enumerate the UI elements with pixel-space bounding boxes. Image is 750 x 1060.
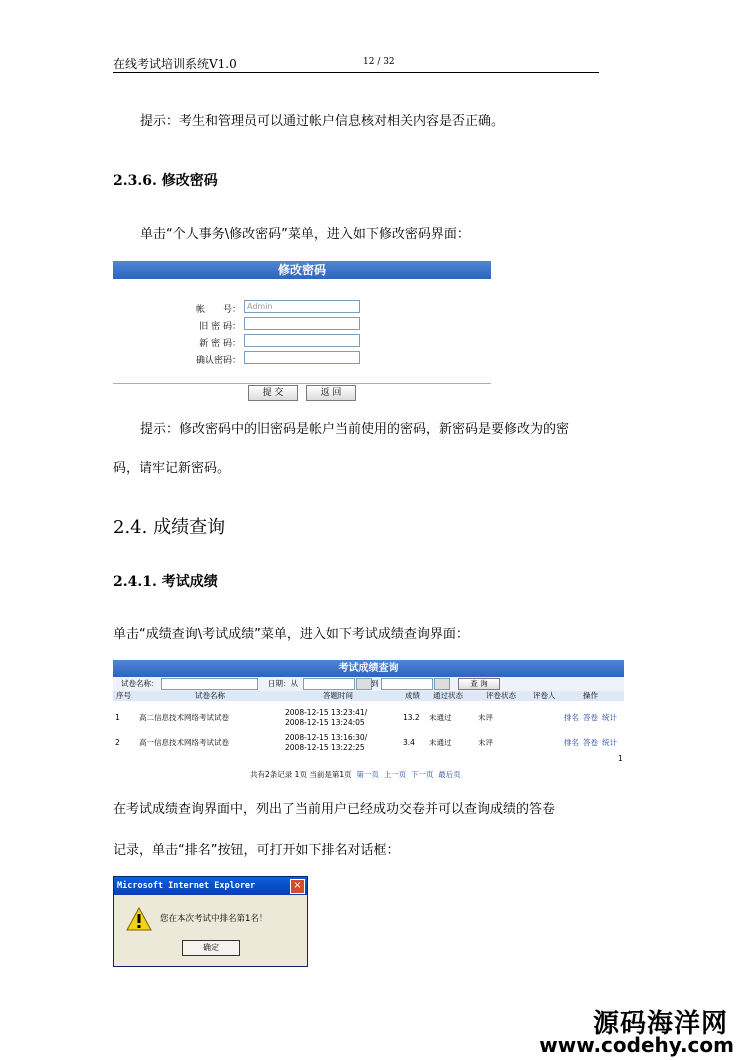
last-page-link[interactable]: 最后页 [438, 770, 461, 779]
col-grader: 评卷人 [533, 691, 556, 700]
row-time-end: 2008-12-15 13:22:25 [285, 743, 365, 752]
warning-icon [126, 907, 152, 931]
date-to-input[interactable] [381, 678, 433, 690]
pagination [250, 769, 461, 780]
intro-change-password: 单击“个人事务\修改密码”菜单，进入如下修改密码界面： [140, 227, 470, 242]
calendar-icon-2[interactable] [434, 678, 450, 690]
close-icon[interactable]: × [290, 879, 305, 894]
record-count: 共有2条记录 [250, 770, 293, 779]
query-button[interactable]: 查 询 [458, 678, 500, 690]
tip-account-info: 提示：考生和管理员可以通过帐户信息核对相关内容是否正确。 [140, 114, 505, 129]
watermark-url: www.codehy.com [539, 1033, 734, 1057]
rank-link[interactable]: 排名 [564, 738, 579, 747]
row-score: 3.4 [403, 738, 415, 747]
col-grade: 评卷状态 [486, 691, 516, 700]
old-password-field[interactable] [244, 317, 360, 330]
row-pass-status: 未通过 [429, 713, 452, 722]
ok-button[interactable]: 确定 [182, 940, 240, 956]
tip-password-line1: 提示：修改密码中的旧密码是帐户当前使用的密码，新密码是要修改为的密 [140, 422, 570, 437]
section-heading-2-3-6: 2.3.6. 修改密码 [113, 173, 218, 189]
table-row [113, 734, 624, 753]
col-pass: 通过状态 [433, 691, 463, 700]
row-score: 13.2 [403, 713, 420, 722]
dialog-title: Microsoft Internet Explorer [114, 877, 307, 895]
paper-name-input[interactable] [161, 678, 258, 690]
date-to-label: 到 [371, 679, 379, 688]
rank-link[interactable]: 排名 [564, 713, 579, 722]
section-heading-2-4-1: 2.4.1. 考试成绩 [113, 574, 218, 590]
row-time-end: 2008-12-15 13:24:05 [285, 718, 365, 727]
statistics-link[interactable]: 统计 [602, 738, 617, 747]
date-from-input[interactable] [303, 678, 355, 690]
row-paper: 高二信息技术网络考试试卷 [139, 713, 229, 722]
table-header [113, 691, 624, 701]
tip-password-line2: 码，请牢记新密码。 [113, 461, 231, 476]
row-pass-status: 未通过 [429, 738, 452, 747]
col-paper: 试卷名称 [195, 691, 225, 700]
table-row [113, 709, 624, 728]
new-password-label: 新 密 码： [199, 339, 241, 349]
running-header-title: 在线考试培训系统V1.0 [113, 57, 237, 71]
row-grade-status: 未评 [478, 713, 493, 722]
body-text-line1: 在考试成绩查询界面中，列出了当前用户已经成功交卷并可以查询成绩的答卷 [113, 802, 556, 817]
col-score: 成绩 [405, 691, 420, 700]
row-time-start: 2008-12-15 13:16:30/ [285, 733, 368, 742]
body-text-line2: 记录，单击“排名”按钮，可打开如下排名对话框： [113, 843, 400, 858]
prev-page-link[interactable]: 上一页 [383, 770, 407, 779]
answer-sheet-link[interactable]: 答卷 [583, 738, 598, 747]
first-page-link[interactable]: 第一页 [356, 770, 379, 779]
account-label: 帐 号： [195, 305, 241, 315]
score-query-panel [113, 660, 624, 770]
current-page: 当前是第1页 [309, 770, 352, 779]
change-password-panel [113, 261, 491, 398]
new-password-field[interactable] [244, 334, 360, 347]
form-divider [113, 383, 491, 384]
old-password-label: 旧 密 码： [199, 322, 241, 332]
answer-sheet-link[interactable]: 答卷 [583, 713, 598, 722]
next-page-link[interactable]: 下一页 [410, 770, 434, 779]
row-grade-status: 未评 [478, 738, 493, 747]
confirm-password-field[interactable] [244, 351, 360, 364]
confirm-password-label: 确认密码： [195, 356, 241, 366]
page-count: 1页 [294, 770, 307, 779]
filter-bar [113, 677, 624, 691]
submit-button[interactable]: 提 交 [248, 385, 298, 401]
change-password-title: 修改密码 [113, 261, 491, 279]
score-query-title: 考试成绩查询 [113, 660, 624, 677]
header-rule [113, 72, 599, 73]
row-no: 1 [115, 713, 120, 722]
section-heading-2-4: 2.4. 成绩查询 [113, 517, 226, 538]
col-time: 答题时间 [323, 691, 353, 700]
back-button[interactable]: 返 回 [306, 385, 356, 401]
account-field[interactable]: Admin [244, 300, 360, 313]
intro-score-query: 单击“成绩查询\考试成绩”菜单，进入如下考试成绩查询界面： [113, 627, 469, 642]
col-actions: 操作 [583, 691, 598, 700]
ranking-dialog [113, 876, 308, 967]
page-marker: 1 [618, 754, 623, 763]
page-number: 12 / 32 [363, 57, 395, 67]
row-no: 2 [115, 738, 120, 747]
row-paper: 高一信息技术网络考试试卷 [139, 738, 229, 747]
paper-name-label: 试卷名称： [121, 679, 159, 688]
date-from-label: 日期：从 [268, 679, 298, 688]
dialog-message: 您在本次考试中排名第1名！ [160, 914, 268, 924]
col-no: 序号 [116, 691, 131, 700]
calendar-icon[interactable] [356, 678, 372, 690]
watermark-name: 源码海洋网 [592, 1009, 728, 1039]
row-time-start: 2008-12-15 13:23:41/ [285, 708, 368, 717]
statistics-link[interactable]: 统计 [602, 713, 617, 722]
